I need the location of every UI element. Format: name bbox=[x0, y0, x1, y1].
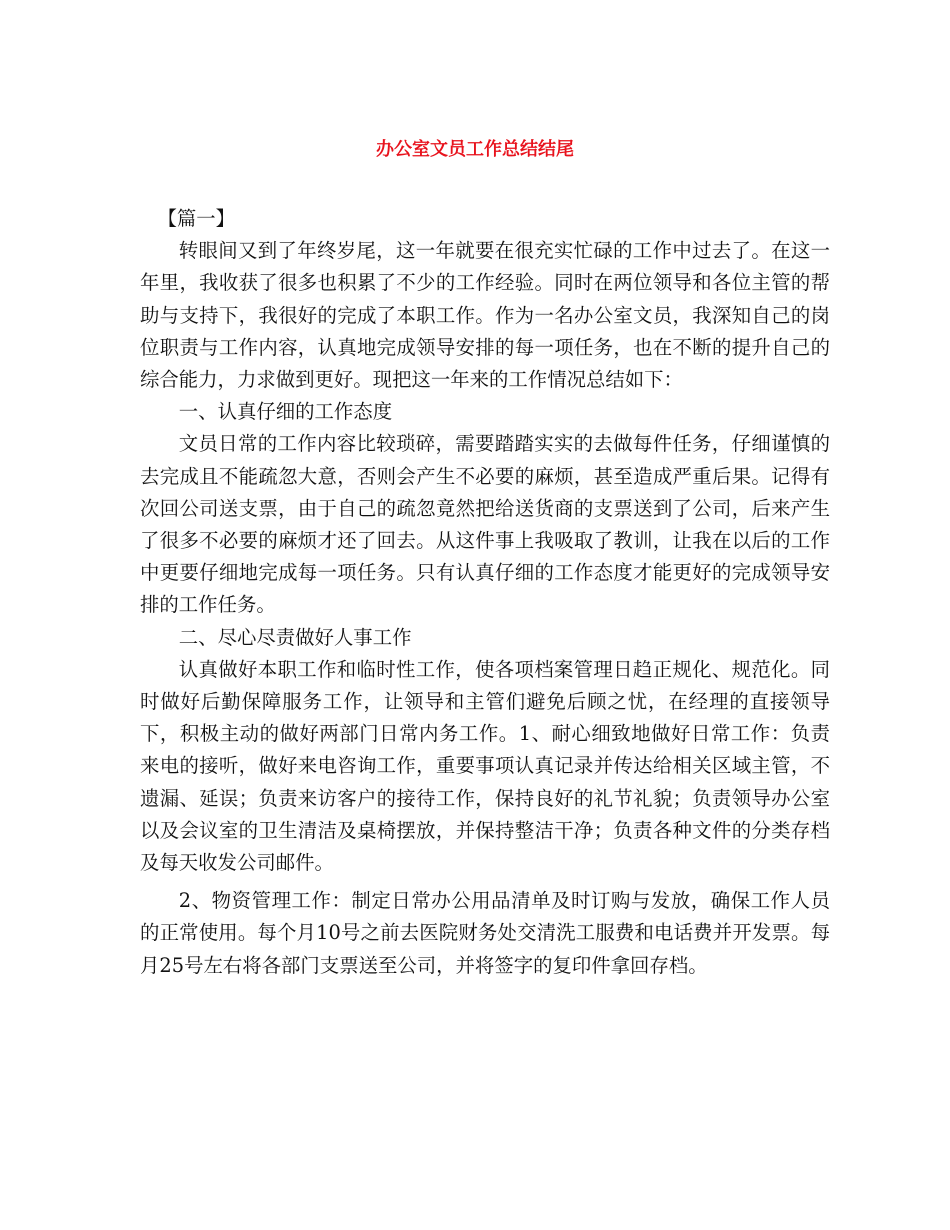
paragraph-personnel-work: 认真做好本职工作和临时性工作，使各项档案管理日趋正规化、规范化。同时做好后勤保障服务工作，让领导和主管们避免后顾之忧，在经理的直接领导下，积极主动的做好两部门日常内务工作。1、耐心细致地做好日常工作：负责来电的接听，做好来电咨询工作，重要事项认真记录并传达给相关区域主管，不遗漏、延误；负责来访客户的接待工作，保持良好的礼节礼貌；负责领导办公室以及会议室的卫生清洁及桌椅摆放，并保持整洁干净；负责各种文件的分类存档及每天收发公司邮件。 bbox=[140, 657, 830, 875]
subheading-personnel-work: 二、尽心尽责做好人事工作 bbox=[178, 625, 412, 649]
subheading-work-attitude: 一、认真仔细的工作态度 bbox=[178, 400, 393, 424]
document-title: 办公室文员工作总结结尾 bbox=[376, 139, 574, 160]
paragraph-intro: 转眼间又到了年终岁尾，这一年就要在很充实忙碌的工作中过去了。在这一年里，我收获了很多也积累了不少的工作经验。同时在两位领导和各位主管的帮助与支持下，我很好的完成了本职工作。作为一名办公室文员，我深知自己的岗位职责与工作内容，认真地完成领导安排的每一项任务，也在不断的提升自己的综合能力，力求做到更好。现把这一年来的工作情况总结如下： bbox=[140, 239, 830, 392]
paragraph-materials-management: 2、物资管理工作：制定日常办公用品清单及时订购与发放，确保工作人员的正常使用。每个月10号之前去医院财务处交清洗工服费和电话费并开发票。每月25号左右将各部门支票送至公司，并将签字的复印件拿回存档。 bbox=[140, 889, 830, 977]
section-heading-part-one: 【篇一】 bbox=[157, 207, 236, 230]
paragraph-work-attitude: 文员日常的工作内容比较琐碎，需要踏踏实实的去做每件任务，仔细谨慎的去完成且不能疏忽大意，否则会产生不必要的麻烦，甚至造成严重后果。记得有次回公司送支票，由于自己的疏忽竟然把给送货商的支票送到了公司，后来产生了很多不必要的麻烦才还了回去。从这件事上我吸取了教训，让我在以后的工作中更要仔细地完成每一项任务。只有认真仔细的工作态度才能更好的完成领导安排的工作任务。 bbox=[140, 432, 830, 617]
document-body bbox=[140, 203, 830, 982]
